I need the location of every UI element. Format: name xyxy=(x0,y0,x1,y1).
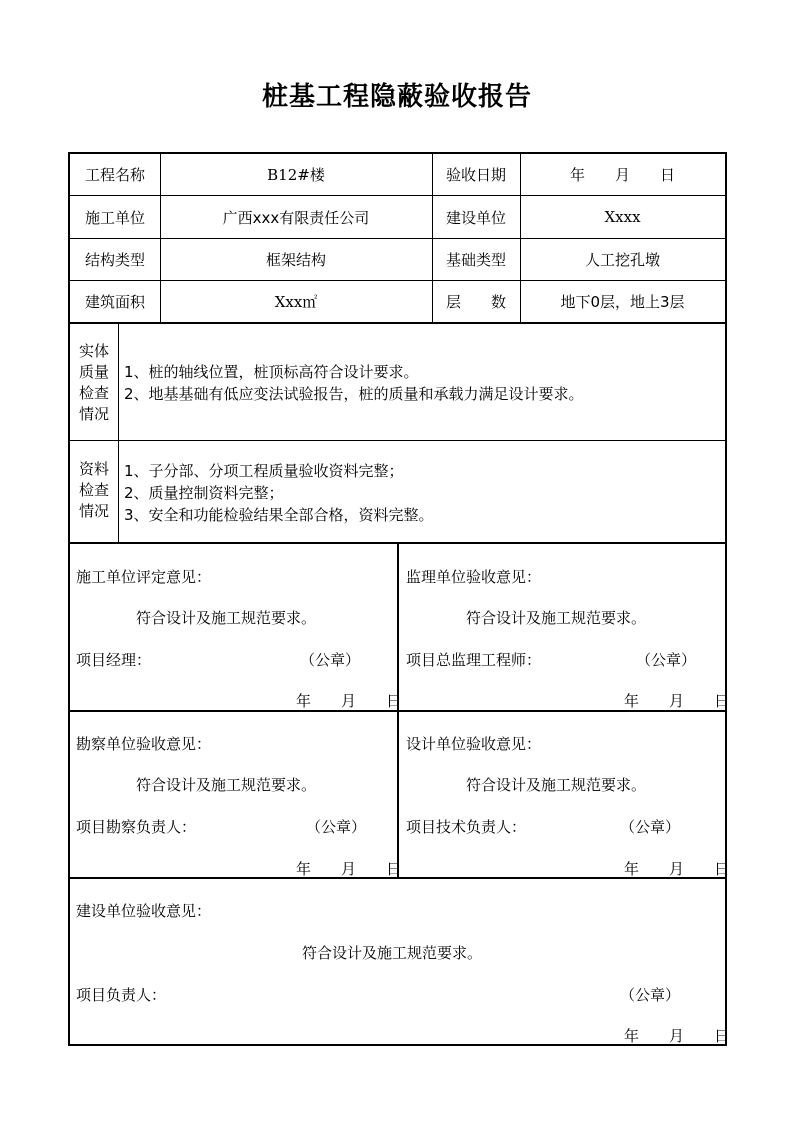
documents-label-line: 资料 xyxy=(78,460,109,478)
value-structure-type: 框架结构 xyxy=(265,251,326,269)
owner-seal: （公章） xyxy=(620,986,681,1004)
label-building-area: 建筑面积 xyxy=(84,293,145,311)
grid-line xyxy=(70,322,725,324)
quality-label-line: 实体 xyxy=(78,342,109,360)
quality-label-line: 情况 xyxy=(78,405,109,423)
survey-opinion-heading: 勘察单位验收意见： xyxy=(76,735,212,753)
page-title: 桩基工程隐蔽验收报告 xyxy=(261,82,532,112)
value-acceptance-date: 年 月 日 xyxy=(569,166,675,184)
supervision-signer: 项目总监理工程师： xyxy=(406,651,542,669)
value-project-name: B12#楼 xyxy=(267,166,325,184)
label-foundation-type: 基础类型 xyxy=(445,251,506,269)
owner-opinion-text: 符合设计及施工规范要求。 xyxy=(302,944,483,962)
grid-line xyxy=(118,322,119,542)
quality-item: 2、地基基础有低应变法试验报告，桩的质量和承载力满足设计要求。 xyxy=(124,385,584,403)
survey-seal: （公章） xyxy=(306,818,367,836)
design-signer: 项目技术负责人： xyxy=(406,818,527,836)
supervision-date: 年 月 日 xyxy=(624,692,730,710)
survey-date: 年 月 日 xyxy=(296,860,402,878)
documents-item: 3、安全和功能检验结果全部合格，资料完整。 xyxy=(124,506,434,524)
owner-signer: 项目负责人： xyxy=(76,986,167,1004)
construction-opinion-heading: 施工单位评定意见： xyxy=(76,568,212,586)
supervision-seal: （公章） xyxy=(636,651,697,669)
quality-item: 1、桩的轴线位置，桩顶标高符合设计要求。 xyxy=(124,363,419,381)
value-floors: 地下0层，地上3层 xyxy=(560,293,685,311)
value-building-area: Xxx㎡ xyxy=(274,293,318,311)
supervision-opinion-text: 符合设计及施工规范要求。 xyxy=(466,609,647,627)
label-structure-type: 结构类型 xyxy=(84,251,145,269)
grid-line xyxy=(70,440,725,441)
design-opinion-heading: 设计单位验收意见： xyxy=(406,735,542,753)
label-owner-unit: 建设单位 xyxy=(445,208,506,227)
label-floors: 层 数 xyxy=(445,293,506,311)
documents-label xyxy=(74,459,114,522)
owner-opinion-heading: 建设单位验收意见： xyxy=(76,902,212,920)
documents-item: 1、子分部、分项工程质量验收资料完整； xyxy=(124,462,404,480)
supervision-opinion-heading: 监理单位验收意见： xyxy=(406,568,542,586)
construction-opinion-text: 符合设计及施工规范要求。 xyxy=(136,609,317,627)
construction-signer: 项目经理： xyxy=(76,651,152,669)
construction-seal: （公章） xyxy=(300,651,361,669)
survey-signer: 项目勘察负责人： xyxy=(76,818,197,836)
acceptance-form xyxy=(68,152,730,1046)
survey-opinion-text: 符合设计及施工规范要求。 xyxy=(136,776,317,794)
quality-label-line: 检查 xyxy=(78,384,109,402)
documents-item: 2、质量控制资料完整； xyxy=(124,484,284,502)
label-project-name: 工程名称 xyxy=(84,166,145,184)
value-owner-unit: Xxxx xyxy=(604,208,641,226)
design-date: 年 月 日 xyxy=(624,860,730,878)
design-seal: （公章） xyxy=(620,818,681,836)
value-foundation-type: 人工挖孔墩 xyxy=(584,251,660,269)
value-construction-unit: 广西xxx有限责任公司 xyxy=(222,208,370,227)
construction-date: 年 月 日 xyxy=(296,692,402,710)
label-construction-unit: 施工单位 xyxy=(84,208,145,227)
design-opinion-text: 符合设计及施工规范要求。 xyxy=(466,776,647,794)
documents-label-line: 情况 xyxy=(78,502,109,520)
documents-label-line: 检查 xyxy=(78,481,109,499)
quality-label-line: 质量 xyxy=(78,363,109,381)
quality-label xyxy=(74,341,114,425)
owner-date: 年 月 日 xyxy=(624,1027,730,1045)
label-acceptance-date: 验收日期 xyxy=(445,166,506,184)
